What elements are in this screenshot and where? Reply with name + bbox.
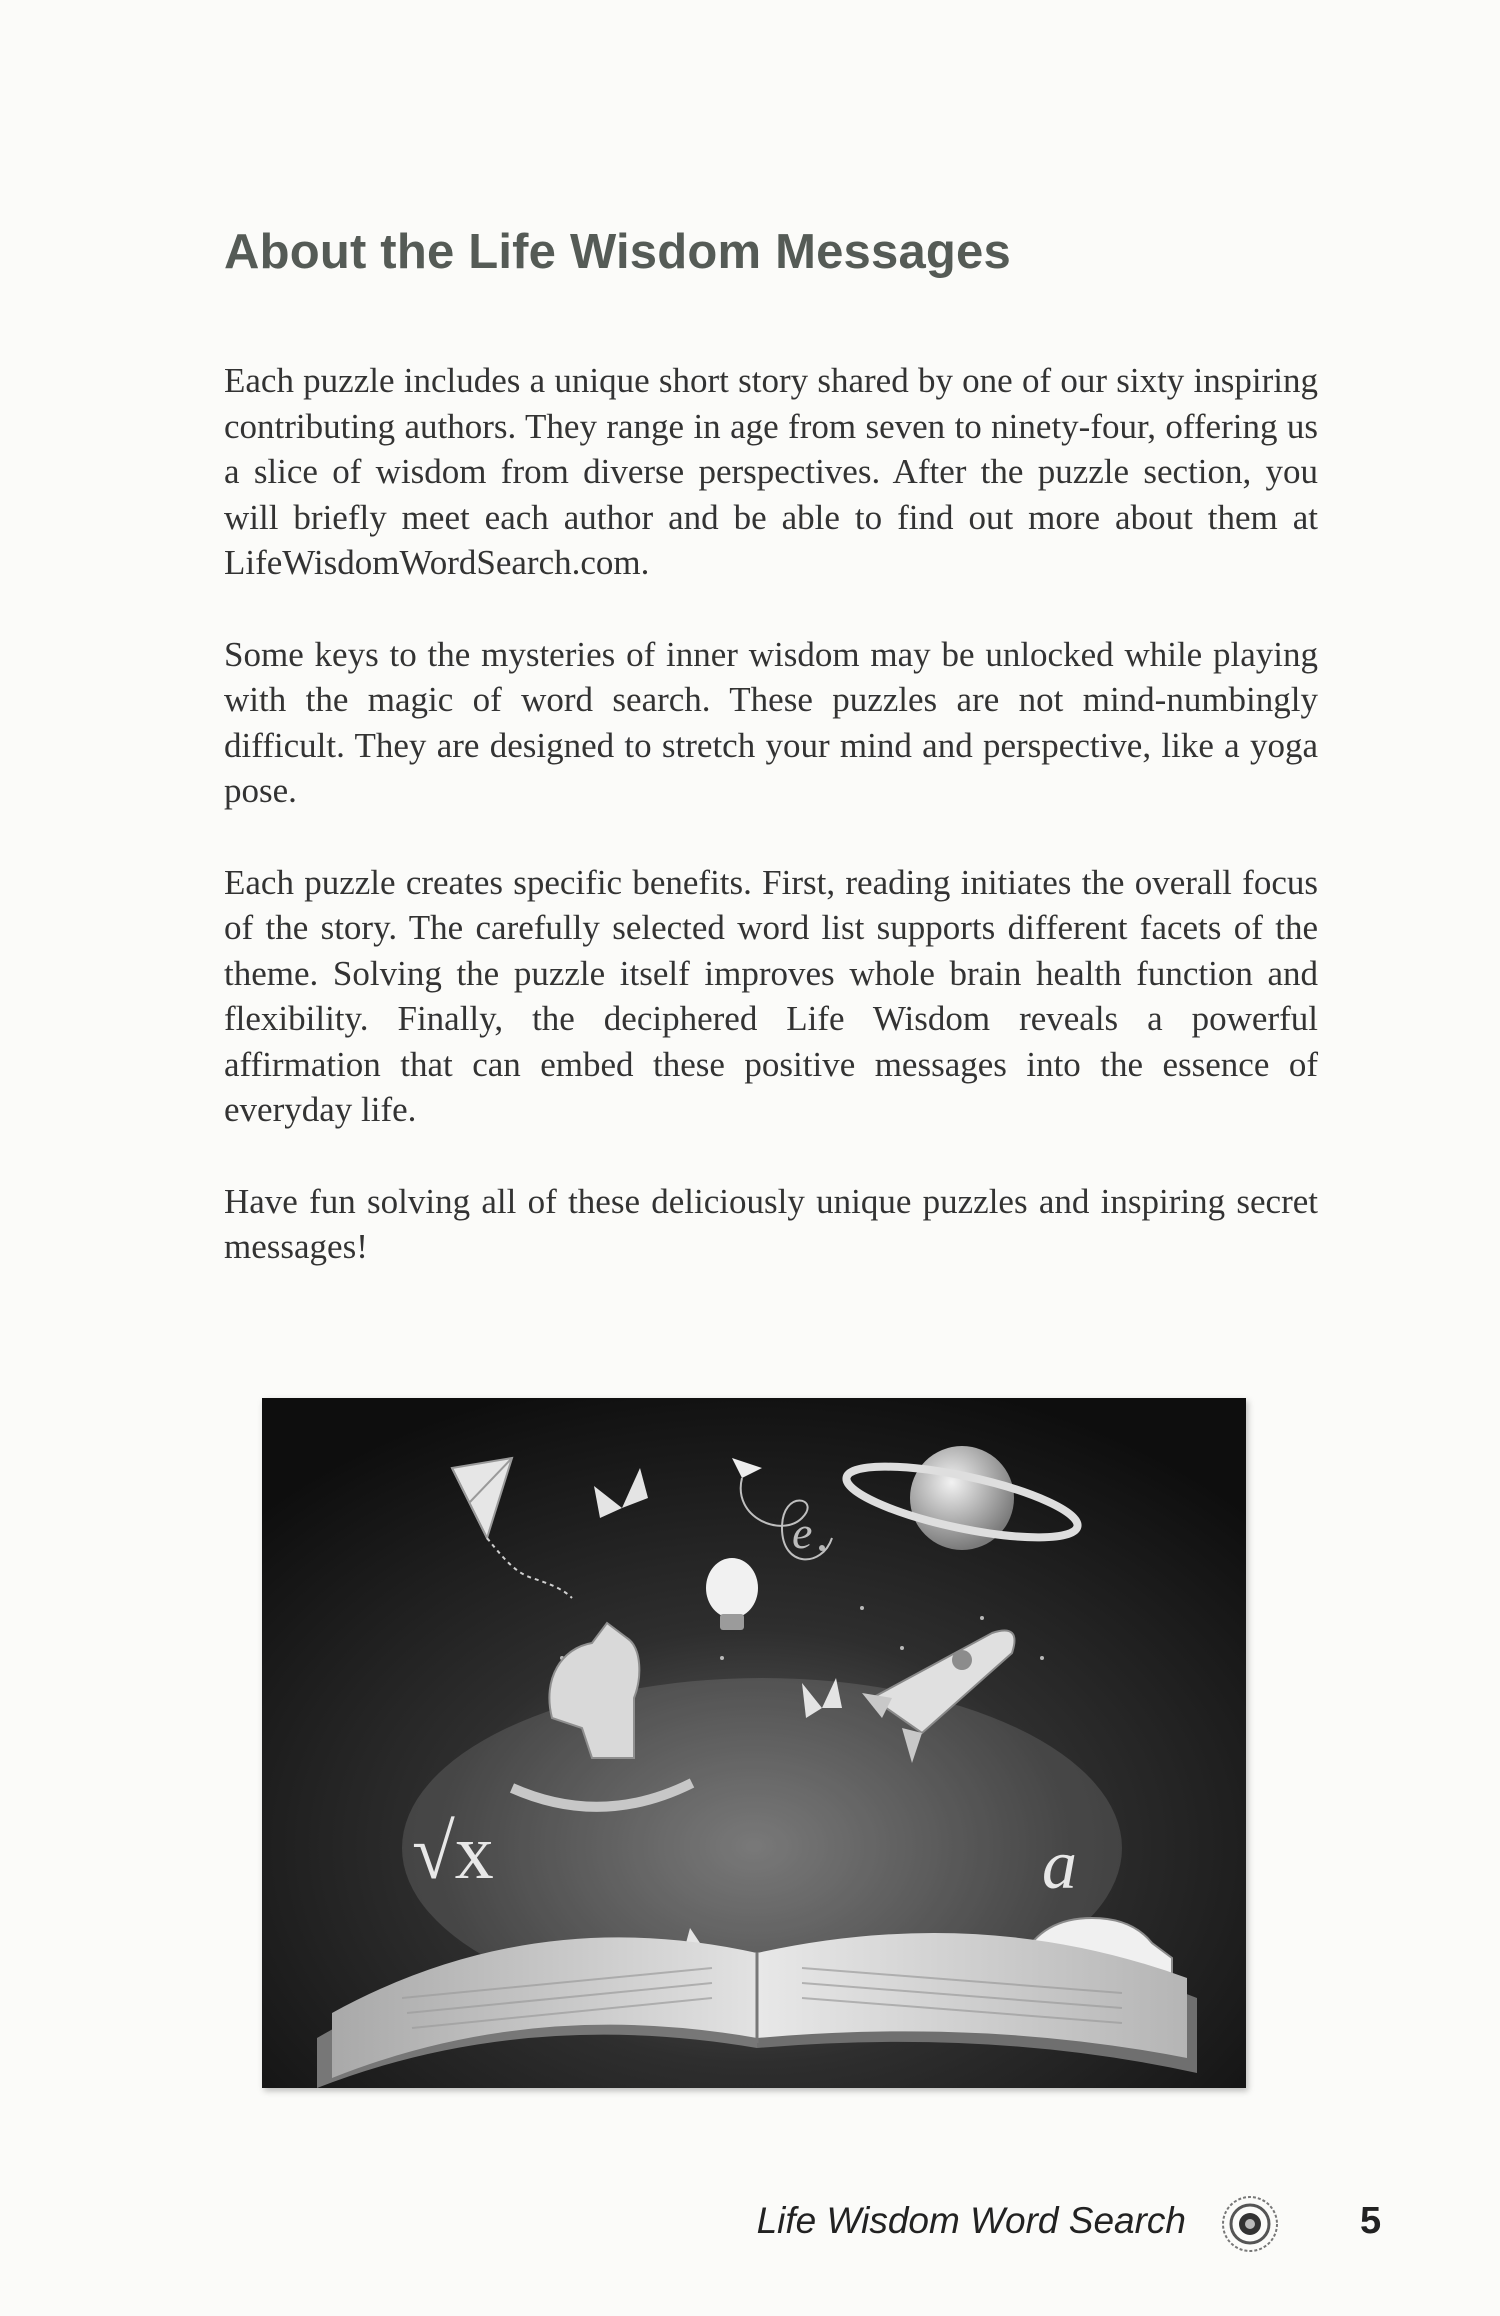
paragraph-benefits: Each puzzle creates specific benefits. First, reading initiates the overall focus of the story. The carefully selected word list supports different facets of the theme. Solving the puzzle itself improves whole brain health function and flexibility. Finally, the deciphered Life Wisdom reveals a powerful affirmation that can embed these positive messages into the essence of everyday life. (224, 862, 1318, 1129)
paragraph-authors: Each puzzle includes a unique short story shared by one of our sixty inspiring contributing authors. They range in age from seven to ninety-four, offering us a slice of wisdom from diverse perspectives. After the puzzle section, you will briefly meet each author and be able to find out more about them at LifeWisdomWordSearch.com. (224, 361, 1318, 582)
letter-a-glyph: a (1042, 1827, 1077, 1904)
letter-e-glyph: e (792, 1507, 813, 1558)
paragraph-inner-wisdom: Some keys to the mysteries of inner wisdom may be unlocked while playing with the magic of word search. These puzzles are not mind-numbingly difficult. They are designed to stretch your mind and perspective, like a yoga pose. (224, 634, 1318, 810)
mandala-logo-icon (1220, 2194, 1280, 2254)
sqrt-x-glyph: √x (412, 1808, 494, 1895)
open-book-illustration (262, 1398, 1246, 2088)
paragraph-have-fun: Have fun solving all of these deliciously unique puzzles and inspiring secret messages! (224, 1181, 1318, 1266)
footer-book-title: Life Wisdom Word Search (756, 2200, 1186, 2241)
page-number: 5 (1360, 2200, 1382, 2242)
body-text (224, 358, 1318, 1316)
page-footer (756, 2194, 1400, 2258)
page-title: About the Life Wisdom Messages (224, 225, 1011, 279)
